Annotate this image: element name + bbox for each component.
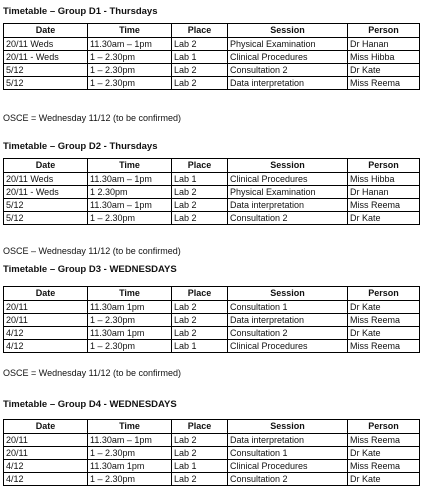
header-row [4,420,420,434]
cell-session: Consultation 2 [228,64,348,77]
header-time: Time [88,420,172,434]
timetable-table [3,158,420,225]
cell-person: Dr Kate [348,447,420,460]
cell-session: Data interpretation [228,434,348,447]
cell-person: Dr Kate [348,327,420,340]
cell-person: Miss Hibba [348,51,420,64]
cell-session: Data interpretation [228,77,348,90]
header-time: Time [88,159,172,173]
cell-session: Clinical Procedures [228,173,348,186]
table-row [4,460,420,473]
header-row [4,287,420,301]
cell-place: Lab 2 [172,186,228,199]
cell-place: Lab 2 [172,301,228,314]
cell-place: Lab 2 [172,199,228,212]
cell-place: Lab 2 [172,38,228,51]
header-date: Date [4,420,88,434]
header-date: Date [4,24,88,38]
table-row [4,473,420,486]
cell-session: Consultation 2 [228,212,348,225]
cell-session: Consultation 2 [228,473,348,486]
table-row [4,77,420,90]
cell-place: Lab 1 [172,173,228,186]
cell-date: 20/11 [4,447,88,460]
cell-time: 11.30am – 1pm [88,199,172,212]
header-session: Session [228,24,348,38]
cell-place: Lab 1 [172,460,228,473]
cell-place: Lab 2 [172,473,228,486]
cell-time: 1 – 2.30pm [88,77,172,90]
header-person: Person [348,420,420,434]
osce-note: OSCE = Wednesday 11/12 (to be confirmed) [3,113,182,123]
header-session: Session [228,420,348,434]
cell-person: Miss Reema [348,314,420,327]
cell-date: 4/12 [4,340,88,353]
cell-place: Lab 2 [172,64,228,77]
cell-time: 1 – 2.30pm [88,51,172,64]
cell-person: Dr Kate [348,301,420,314]
cell-date: 4/12 [4,327,88,340]
cell-time: 11.30am – 1pm [88,173,172,186]
osce-note: OSCE = Wednesday 11/12 (to be confirmed) [3,368,182,378]
cell-person: Dr Kate [348,473,420,486]
cell-time: 1 – 2.30pm [88,314,172,327]
cell-session: Data interpretation [228,314,348,327]
cell-session: Physical Examination [228,38,348,51]
group-title: Timetable – Group D1 - Thursdays [3,6,158,17]
cell-time: 1 2.30pm [88,186,172,199]
header-place: Place [172,159,228,173]
cell-time: 1 – 2.30pm [88,473,172,486]
group-title: Timetable – Group D4 - WEDNESDAYS [3,399,177,410]
cell-date: 20/11 - Weds [4,186,88,199]
table-row [4,186,420,199]
table-row [4,38,420,51]
cell-session: Clinical Procedures [228,460,348,473]
cell-place: Lab 2 [172,434,228,447]
cell-session: Data interpretation [228,199,348,212]
cell-time: 11.30am – 1pm [88,38,172,51]
cell-person: Dr Kate [348,212,420,225]
table-row [4,340,420,353]
cell-session: Consultation 2 [228,327,348,340]
table-row [4,301,420,314]
header-session: Session [228,287,348,301]
cell-place: Lab 2 [172,77,228,90]
cell-date: 4/12 [4,473,88,486]
cell-session: Clinical Procedures [228,340,348,353]
header-session: Session [228,159,348,173]
cell-session: Consultation 1 [228,447,348,460]
cell-place: Lab 2 [172,327,228,340]
table-row [4,212,420,225]
cell-time: 1 – 2.30pm [88,64,172,77]
cell-time: 1 – 2.30pm [88,340,172,353]
table-row [4,327,420,340]
cell-date: 20/11 [4,301,88,314]
table-row [4,64,420,77]
timetable-table [3,23,420,90]
cell-date: 4/12 [4,460,88,473]
header-place: Place [172,420,228,434]
table-row [4,314,420,327]
cell-date: 20/11 [4,314,88,327]
cell-place: Lab 1 [172,340,228,353]
cell-session: Consultation 1 [228,301,348,314]
cell-date: 20/11 - Weds [4,51,88,64]
cell-person: Miss Reema [348,199,420,212]
header-date: Date [4,159,88,173]
cell-time: 11.30am – 1pm [88,434,172,447]
cell-time: 11.30am 1pm [88,327,172,340]
cell-date: 5/12 [4,64,88,77]
header-person: Person [348,287,420,301]
cell-person: Miss Reema [348,460,420,473]
cell-person: Dr Hanan [348,186,420,199]
cell-person: Dr Kate [348,64,420,77]
cell-place: Lab 1 [172,51,228,64]
cell-session: Physical Examination [228,186,348,199]
table-row [4,51,420,64]
cell-place: Lab 2 [172,212,228,225]
table-row [4,199,420,212]
group-title: Timetable – Group D3 - WEDNESDAYS [3,264,177,275]
cell-place: Lab 2 [172,314,228,327]
header-time: Time [88,287,172,301]
cell-session: Clinical Procedures [228,51,348,64]
cell-date: 20/11 [4,434,88,447]
cell-person: Miss Reema [348,340,420,353]
header-place: Place [172,287,228,301]
cell-date: 5/12 [4,77,88,90]
timetable-table [3,419,420,486]
header-row [4,159,420,173]
cell-person: Miss Hibba [348,173,420,186]
cell-date: 20/11 Weds [4,38,88,51]
table-row [4,447,420,460]
cell-date: 5/12 [4,199,88,212]
header-row [4,24,420,38]
cell-date: 20/11 Weds [4,173,88,186]
table-row [4,173,420,186]
cell-time: 1 – 2.30pm [88,447,172,460]
header-date: Date [4,287,88,301]
header-person: Person [348,159,420,173]
cell-date: 5/12 [4,212,88,225]
table-row [4,434,420,447]
timetable-table [3,286,420,353]
header-time: Time [88,24,172,38]
header-person: Person [348,24,420,38]
cell-place: Lab 2 [172,447,228,460]
cell-time: 1 – 2.30pm [88,212,172,225]
cell-time: 11.30am 1pm [88,460,172,473]
header-place: Place [172,24,228,38]
cell-person: Miss Reema [348,77,420,90]
group-title: Timetable – Group D2 - Thursdays [3,141,158,152]
cell-person: Miss Reema [348,434,420,447]
cell-time: 11.30am 1pm [88,301,172,314]
osce-note: OSCE – Wednesday 11/12 (to be confirmed) [3,246,181,256]
cell-person: Dr Hanan [348,38,420,51]
